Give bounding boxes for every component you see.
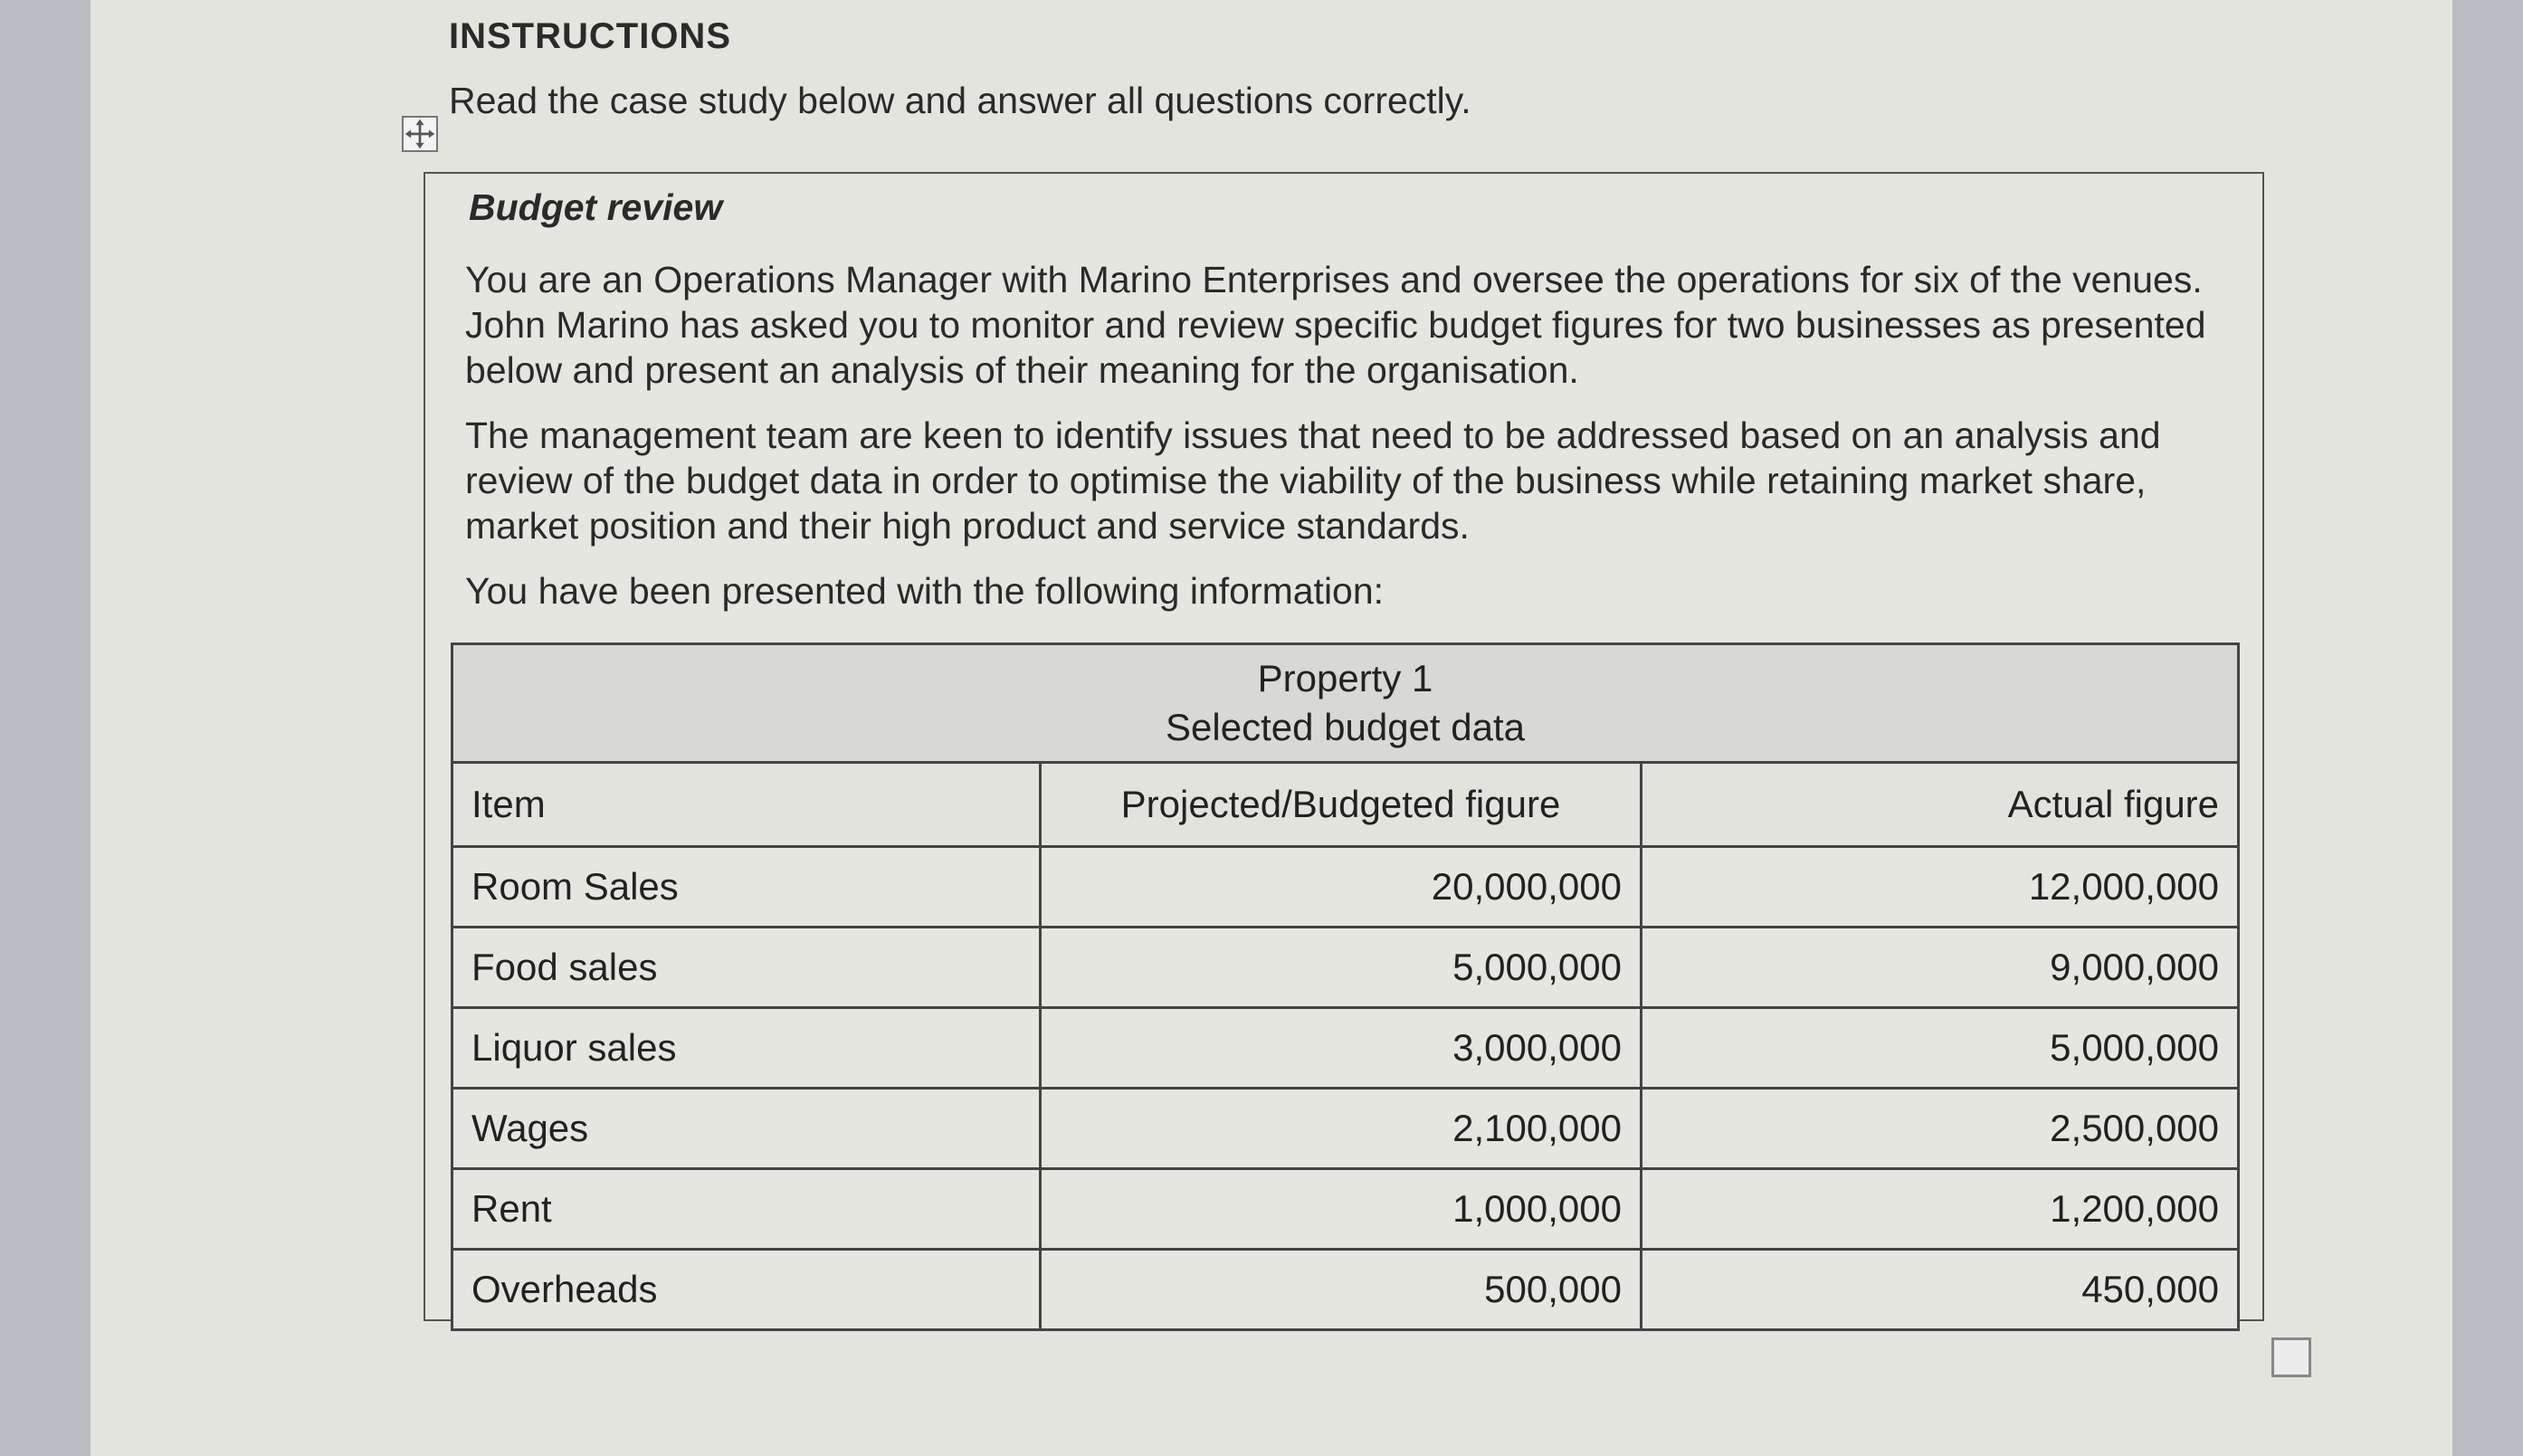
resize-handle-icon[interactable]	[2271, 1337, 2311, 1377]
table-row	[452, 847, 2239, 928]
row-actual: 1,200,000	[1642, 1169, 2239, 1250]
case-study-box	[424, 172, 2264, 1321]
table-row	[452, 1008, 2239, 1089]
row-item: Food sales	[452, 928, 1041, 1008]
case-study-paragraph: You are an Operations Manager with Marino Enterprises and oversee the operations for six of the venues. John Marino has asked you to monitor and review specific budget figures for two businesses as presented below and present an analysis of their meaning for the organisation.	[465, 259, 2206, 391]
row-projected: 2,100,000	[1041, 1089, 1642, 1169]
row-item: Overheads	[452, 1250, 1041, 1330]
instructions-heading: INSTRUCTIONS	[449, 16, 731, 56]
row-projected: 3,000,000	[1041, 1008, 1642, 1089]
column-header-item: Item	[452, 763, 1041, 847]
table-row	[452, 1250, 2239, 1330]
case-study-paragraph: You have been presented with the following information:	[465, 570, 1385, 612]
row-actual: 5,000,000	[1642, 1008, 2239, 1089]
table-header-row	[452, 763, 2239, 847]
case-study-title: Budget review	[469, 186, 723, 228]
row-item: Rent	[452, 1169, 1041, 1250]
row-projected: 500,000	[1041, 1250, 1642, 1330]
row-projected: 5,000,000	[1041, 928, 1642, 1008]
row-actual: 12,000,000	[1642, 847, 2239, 928]
table-row	[452, 928, 2239, 1008]
budget-table	[451, 642, 2240, 1331]
table-row	[452, 1169, 2239, 1250]
table-row	[452, 1089, 2239, 1169]
table-caption-subtitle: Selected budget data	[1166, 706, 1526, 748]
document-page	[90, 0, 2452, 1456]
row-projected: 20,000,000	[1041, 847, 1642, 928]
row-actual: 450,000	[1642, 1250, 2239, 1330]
row-actual: 2,500,000	[1642, 1089, 2239, 1169]
row-item: Wages	[452, 1089, 1041, 1169]
column-header-actual: Actual figure	[1642, 763, 2239, 847]
instructions-text: Read the case study below and answer all questions correctly.	[449, 80, 1471, 121]
table-caption-row	[452, 644, 2239, 763]
case-study-paragraph: The management team are keen to identify issues that need to be addressed based on an analysis and review of the budget data in order to optimise the viability of the business while retaining market share, market position and their high product and service standards.	[465, 414, 2161, 547]
row-actual: 9,000,000	[1642, 928, 2239, 1008]
row-item: Liquor sales	[452, 1008, 1041, 1089]
row-item: Room Sales	[452, 847, 1041, 928]
table-caption	[452, 644, 2239, 763]
row-projected: 1,000,000	[1041, 1169, 1642, 1250]
column-header-projected: Projected/Budgeted figure	[1041, 763, 1642, 847]
move-icon[interactable]	[402, 116, 438, 152]
table-caption-property: Property 1	[1257, 657, 1433, 699]
